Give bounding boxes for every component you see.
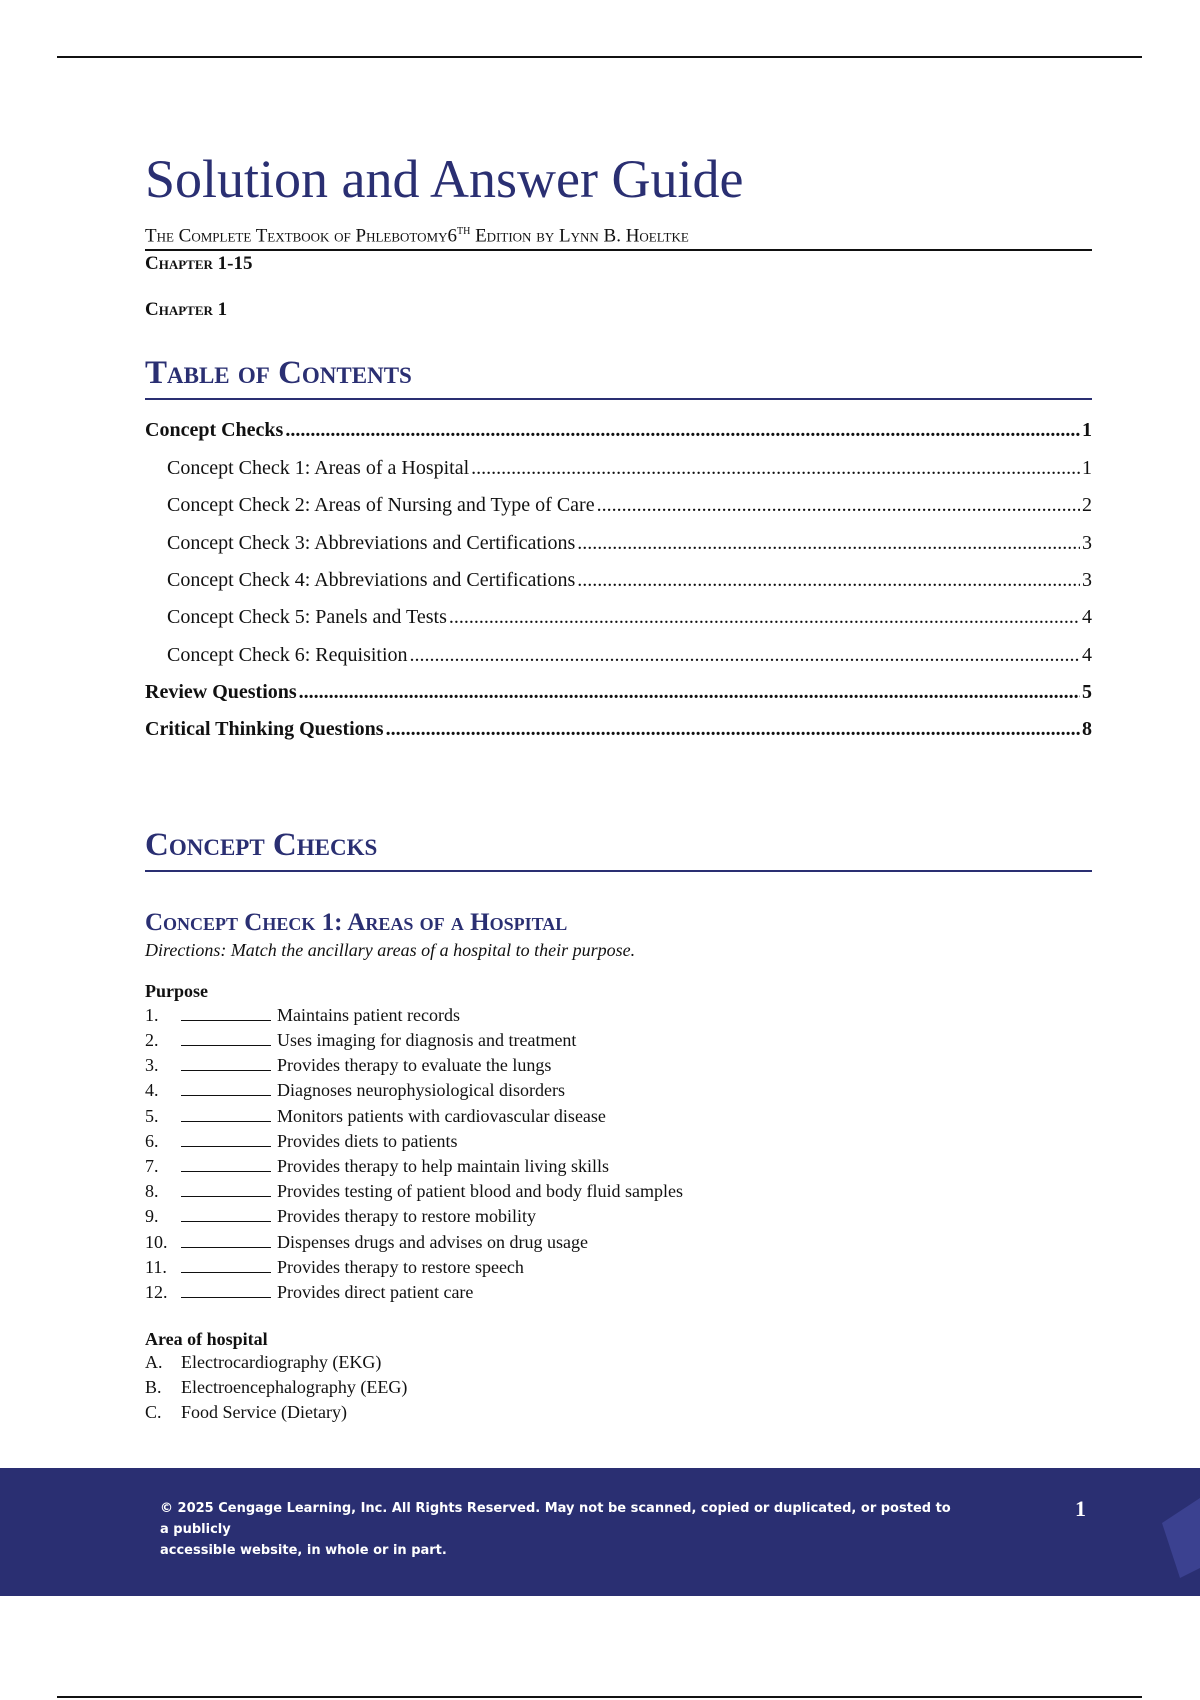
purpose-text: Maintains patient records xyxy=(277,1004,460,1025)
purpose-text: Uses imaging for diagnosis and treatment xyxy=(277,1030,577,1051)
purpose-list xyxy=(145,1003,1092,1305)
area-list xyxy=(145,1350,1092,1425)
toc-entry[interactable] xyxy=(145,599,1092,636)
purpose-number: 9. xyxy=(145,1206,159,1227)
purpose-item xyxy=(145,1078,1092,1103)
area-text: Electrocardiography (EKG) xyxy=(181,1352,382,1373)
answer-blank[interactable] xyxy=(181,1154,271,1172)
answer-blank[interactable] xyxy=(181,1078,271,1096)
table-of-contents xyxy=(145,412,1092,749)
document-title: Solution and Answer Guide xyxy=(145,149,744,209)
purpose-number: 3. xyxy=(145,1055,159,1076)
toc-entry[interactable] xyxy=(145,412,1092,449)
purpose-number: 5. xyxy=(145,1105,159,1126)
purpose-number: 11. xyxy=(145,1256,167,1277)
answer-blank[interactable] xyxy=(181,1104,271,1122)
purpose-text: Diagnoses neurophysiological disorders xyxy=(277,1080,565,1101)
toc-entry-label: Concept Check 2: Areas of Nursing and Type of Care xyxy=(167,494,595,517)
toc-entry-page: 5 xyxy=(1082,681,1092,704)
toc-entry-label: Concept Check 6: Requisition xyxy=(167,643,408,666)
purpose-item xyxy=(145,1230,1092,1255)
toc-entry-label: Review Questions xyxy=(145,681,297,704)
toc-leader-dots xyxy=(410,637,1080,674)
toc-entry-page: 2 xyxy=(1082,494,1092,517)
bottom-rule xyxy=(57,1696,1142,1698)
purpose-number: 12. xyxy=(145,1281,168,1302)
purpose-text: Provides direct patient care xyxy=(277,1281,474,1302)
answer-blank[interactable] xyxy=(181,1179,271,1197)
toc-leader-dots xyxy=(299,674,1080,711)
answer-blank[interactable] xyxy=(181,1230,271,1248)
toc-leader-dots xyxy=(577,562,1080,599)
purpose-text: Provides testing of patient blood and body fluid samples xyxy=(277,1181,683,1202)
area-text: Food Service (Dietary) xyxy=(181,1402,347,1423)
toc-entry[interactable] xyxy=(145,487,1092,524)
page-number: 1 xyxy=(1075,1496,1086,1521)
answer-blank[interactable] xyxy=(181,1028,271,1046)
toc-entry-label: Concept Check 5: Panels and Tests xyxy=(167,606,447,629)
area-text: Electroencephalography (EEG) xyxy=(181,1377,408,1398)
purpose-item xyxy=(145,1104,1092,1129)
area-letter: C. xyxy=(145,1402,162,1423)
toc-entry-page: 4 xyxy=(1082,606,1092,629)
purpose-item xyxy=(145,1204,1092,1229)
footer-band xyxy=(0,1468,1200,1596)
toc-leader-dots xyxy=(597,487,1080,524)
page-content xyxy=(145,140,1092,1425)
toc-heading: Table of Contents xyxy=(145,355,1092,400)
purpose-text: Provides therapy to evaluate the lungs xyxy=(277,1055,552,1076)
area-item xyxy=(145,1400,1092,1425)
decorative-corner-icon xyxy=(1150,1478,1200,1578)
purpose-number: 2. xyxy=(145,1030,159,1051)
toc-leader-dots xyxy=(386,711,1080,748)
toc-leader-dots xyxy=(449,599,1080,636)
purpose-text: Dispenses drugs and advises on drug usage xyxy=(277,1231,588,1252)
subtitle-superscript: TH xyxy=(456,226,471,237)
purpose-number: 1. xyxy=(145,1004,159,1025)
toc-leader-dots xyxy=(285,412,1080,449)
answer-blank[interactable] xyxy=(181,1255,271,1273)
concept-check-1-heading: Concept Check 1: Areas of a Hospital xyxy=(145,908,568,936)
area-title: Area of hospital xyxy=(145,1329,268,1350)
answer-blank[interactable] xyxy=(181,1280,271,1298)
toc-entry-label: Concept Checks xyxy=(145,419,284,442)
purpose-number: 8. xyxy=(145,1181,159,1202)
toc-entry[interactable] xyxy=(145,674,1092,711)
toc-entry-page: 1 xyxy=(1082,456,1092,479)
toc-leader-dots xyxy=(471,450,1080,487)
purpose-text: Provides therapy to restore mobility xyxy=(277,1206,536,1227)
toc-entry-page: 3 xyxy=(1082,568,1092,591)
purpose-item xyxy=(145,1255,1092,1280)
purpose-number: 7. xyxy=(145,1155,159,1176)
toc-entry-label: Concept Check 1: Areas of a Hospital xyxy=(167,456,470,479)
chapter-range: Chapter 1-15 xyxy=(145,253,253,275)
toc-entry[interactable] xyxy=(145,711,1092,748)
toc-entry-page: 1 xyxy=(1082,419,1092,442)
purpose-item xyxy=(145,1280,1092,1305)
toc-entry[interactable] xyxy=(145,637,1092,674)
purpose-text: Provides therapy to help maintain living skills xyxy=(277,1155,609,1176)
toc-entry[interactable] xyxy=(145,450,1092,487)
book-subtitle xyxy=(145,220,1092,251)
chapter-label: Chapter 1 xyxy=(145,299,228,321)
area-letter: A. xyxy=(145,1352,163,1373)
purpose-title: Purpose xyxy=(145,980,208,1001)
purpose-text: Monitors patients with cardiovascular disease xyxy=(277,1105,606,1126)
copyright-line-2: accessible website, in whole or in part. xyxy=(160,1543,447,1558)
directions-text: Directions: Match the ancillary areas of a hospital to their purpose. xyxy=(145,939,636,960)
answer-blank[interactable] xyxy=(181,1003,271,1021)
purpose-item xyxy=(145,1154,1092,1179)
purpose-item xyxy=(145,1129,1092,1154)
answer-blank[interactable] xyxy=(181,1129,271,1147)
purpose-text: Provides diets to patients xyxy=(277,1130,458,1151)
toc-entry[interactable] xyxy=(145,525,1092,562)
toc-entry-page: 8 xyxy=(1082,718,1092,741)
subtitle-main: The Complete Textbook of Phlebotomy6 xyxy=(145,225,457,247)
answer-blank[interactable] xyxy=(181,1053,271,1071)
top-rule xyxy=(57,56,1142,58)
purpose-number: 6. xyxy=(145,1130,159,1151)
concept-checks-heading: Concept Checks xyxy=(145,827,1092,872)
toc-entry[interactable] xyxy=(145,562,1092,599)
purpose-item xyxy=(145,1003,1092,1028)
purpose-item xyxy=(145,1028,1092,1053)
purpose-text: Provides therapy to restore speech xyxy=(277,1256,524,1277)
area-letter: B. xyxy=(145,1377,162,1398)
toc-entry-label: Concept Check 4: Abbreviations and Certifications xyxy=(167,568,576,591)
purpose-item xyxy=(145,1053,1092,1078)
subtitle-rest: Edition by Lynn B. Hoeltke xyxy=(470,225,689,247)
purpose-number: 4. xyxy=(145,1080,159,1101)
toc-entry-label: Critical Thinking Questions xyxy=(145,718,384,741)
area-item xyxy=(145,1350,1092,1375)
purpose-item xyxy=(145,1179,1092,1204)
copyright-notice xyxy=(160,1498,960,1561)
toc-entry-page: 4 xyxy=(1082,643,1092,666)
toc-entry-label: Concept Check 3: Abbreviations and Certifications xyxy=(167,531,576,554)
answer-blank[interactable] xyxy=(181,1204,271,1222)
area-item xyxy=(145,1375,1092,1400)
purpose-number: 10. xyxy=(145,1231,168,1252)
toc-entry-page: 3 xyxy=(1082,531,1092,554)
copyright-line-1: © 2025 Cengage Learning, Inc. All Rights Reserved. May not be scanned, copied or duplicated, or posted to a publicly xyxy=(160,1501,951,1537)
toc-leader-dots xyxy=(577,525,1080,562)
